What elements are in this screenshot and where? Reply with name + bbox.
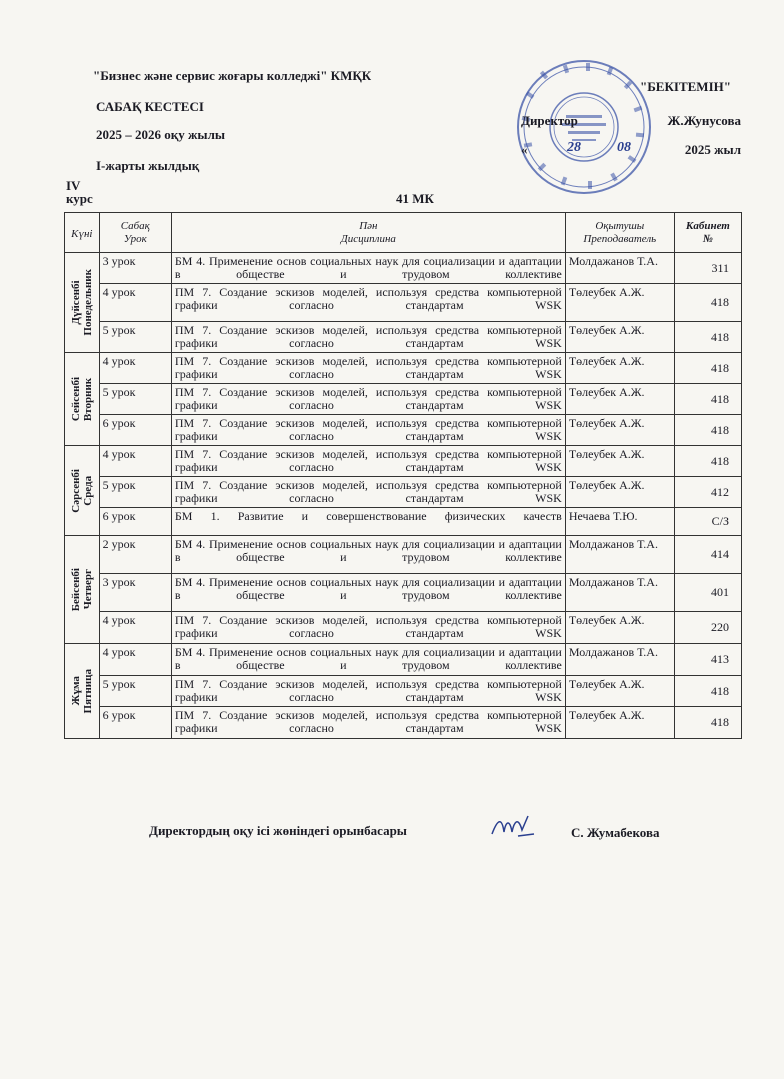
day-cell — [65, 536, 100, 644]
signature-icon — [488, 812, 538, 842]
lesson-cell: 3 урок — [99, 253, 171, 284]
table-row — [65, 644, 742, 676]
col-subject: Пән Дисциплина — [171, 213, 565, 253]
course-label: IV курс — [66, 178, 93, 206]
lesson-cell: 4 урок — [99, 284, 171, 322]
header-row — [65, 213, 742, 253]
room-cell: 311 — [674, 253, 741, 284]
academic-year: 2025 – 2026 оқу жылы — [96, 127, 226, 142]
table-row — [65, 253, 742, 284]
teacher-cell: Төлеубек А.Ж. — [565, 353, 674, 384]
table-row — [65, 477, 742, 508]
teacher-cell: Төлеубек А.Ж. — [565, 284, 674, 322]
teacher-cell: Төлеубек А.Ж. — [565, 612, 674, 644]
date-open-quote: « — [521, 142, 528, 157]
schedule-table — [64, 212, 742, 739]
teacher-cell: Төлеубек А.Ж. — [565, 322, 674, 353]
director-name: Ж.Жунусова — [667, 113, 741, 128]
teacher-cell: Молдажанов Т.А. — [565, 644, 674, 676]
lesson-cell: 5 урок — [99, 477, 171, 508]
lesson-cell: 6 урок — [99, 707, 171, 739]
day-cell — [65, 644, 100, 739]
lesson-cell: 5 урок — [99, 384, 171, 415]
teacher-cell: Төлеубек А.Ж. — [565, 676, 674, 707]
day-cell — [65, 353, 100, 446]
table-row — [65, 536, 742, 574]
teacher-cell: Молдажанов Т.А. — [565, 536, 674, 574]
table-row — [65, 446, 742, 477]
subject-cell: БМ 1. Развитие и совершенствование физических качеств — [171, 508, 565, 536]
lesson-cell: 4 урок — [99, 353, 171, 384]
subject-cell: ПМ 7. Создание эскизов моделей, используя средства компьютерной графики согласно стандартам WSK — [171, 676, 565, 707]
teacher-cell: Төлеубек А.Ж. — [565, 477, 674, 508]
table-row — [65, 415, 742, 446]
semester-label: І-жарты жылдық — [96, 158, 200, 173]
teacher-cell: Молдажанов Т.А. — [565, 574, 674, 612]
lesson-cell: 4 урок — [99, 644, 171, 676]
lesson-cell: 5 урок — [99, 322, 171, 353]
table-row — [65, 508, 742, 536]
deputy-position: Директордың оқу ісі жөніндегі орынбасары — [149, 823, 407, 838]
room-cell: 414 — [674, 536, 741, 574]
date-month: 08 — [617, 140, 631, 155]
director-label: Директор — [521, 113, 578, 128]
table-row — [65, 284, 742, 322]
room-cell: 418 — [674, 415, 741, 446]
col-room: Кабинет № — [674, 213, 741, 253]
teacher-cell: Төлеубек А.Ж. — [565, 415, 674, 446]
subject-cell: БМ 4. Применение основ социальных наук для социализации и адаптации в обществе и трудовом коллективе — [171, 574, 565, 612]
table-row — [65, 322, 742, 353]
director-line — [521, 113, 741, 129]
room-cell: 418 — [674, 676, 741, 707]
subject-cell: БМ 4. Применение основ социальных наук для социализации и адаптации в обществе и трудовом коллективе — [171, 644, 565, 676]
date-day: 28 — [567, 140, 581, 155]
col-lesson: Сабақ Урок — [99, 213, 171, 253]
day-label: Дүйсенбі Понедельник — [69, 269, 94, 336]
day-label: Сейсенбі Вторник — [69, 376, 94, 422]
lesson-cell: 4 урок — [99, 446, 171, 477]
subject-cell: ПМ 7. Создание эскизов моделей, используя средства компьютерной графики согласно стандартам WSK — [171, 284, 565, 322]
day-cell — [65, 446, 100, 536]
subject-cell: ПМ 7. Создание эскизов моделей, используя средства компьютерной графики согласно стандартам WSK — [171, 707, 565, 739]
room-cell: 418 — [674, 384, 741, 415]
table-row — [65, 574, 742, 612]
room-cell: 418 — [674, 446, 741, 477]
subject-cell: ПМ 7. Создание эскизов моделей, используя средства компьютерной графики согласно стандартам WSK — [171, 477, 565, 508]
room-cell: 401 — [674, 574, 741, 612]
teacher-cell: Төлеубек А.Ж. — [565, 707, 674, 739]
lesson-cell: 6 урок — [99, 508, 171, 536]
teacher-cell: Төлеубек А.Ж. — [565, 384, 674, 415]
lesson-cell: 3 урок — [99, 574, 171, 612]
room-cell: 418 — [674, 353, 741, 384]
room-cell: 413 — [674, 644, 741, 676]
col-day: Күні — [65, 213, 100, 253]
document-title: САБАҚ КЕСТЕСІ — [96, 99, 204, 114]
teacher-cell: Нечаева Т.Ю. — [565, 508, 674, 536]
day-label: Сәрсенбі Среда — [69, 468, 94, 513]
approval-heading: "БЕКІТЕМІН" — [640, 79, 731, 94]
lesson-cell: 4 урок — [99, 612, 171, 644]
subject-cell: ПМ 7. Создание эскизов моделей, используя средства компьютерной графики согласно стандартам WSK — [171, 322, 565, 353]
approval-date — [521, 142, 741, 158]
table-row — [65, 353, 742, 384]
room-cell: С/З — [674, 508, 741, 536]
college-name: "Бизнес және сервис жоғары колледжі" КМҚК — [93, 68, 372, 83]
lesson-cell: 2 урок — [99, 536, 171, 574]
group-label: 41 МК — [396, 191, 434, 206]
table-row — [65, 676, 742, 707]
room-cell: 412 — [674, 477, 741, 508]
table-row — [65, 707, 742, 739]
room-cell: 220 — [674, 612, 741, 644]
day-cell — [65, 253, 100, 353]
subject-cell: ПМ 7. Создание эскизов моделей, используя средства компьютерной графики согласно стандартам WSK — [171, 415, 565, 446]
subject-cell: БМ 4. Применение основ социальных наук для социализации и адаптации в обществе и трудовом коллективе — [171, 536, 565, 574]
day-label: Жұма Пятница — [69, 668, 94, 714]
subject-cell: БМ 4. Применение основ социальных наук для социализации и адаптации в обществе и трудовом коллективе — [171, 253, 565, 284]
col-teacher: Оқытушы Преподаватель — [565, 213, 674, 253]
lesson-cell: 5 урок — [99, 676, 171, 707]
room-cell: 418 — [674, 284, 741, 322]
deputy-name: С. Жумабекова — [571, 825, 660, 840]
date-year: 2025 жыл — [684, 142, 741, 157]
room-cell: 418 — [674, 322, 741, 353]
subject-cell: ПМ 7. Создание эскизов моделей, используя средства компьютерной графики согласно стандартам WSK — [171, 612, 565, 644]
lesson-cell: 6 урок — [99, 415, 171, 446]
subject-cell: ПМ 7. Создание эскизов моделей, используя средства компьютерной графики согласно стандартам WSK — [171, 384, 565, 415]
table-row — [65, 612, 742, 644]
subject-cell: ПМ 7. Создание эскизов моделей, используя средства компьютерной графики согласно стандартам WSK — [171, 353, 565, 384]
room-cell: 418 — [674, 707, 741, 739]
teacher-cell: Молдажанов Т.А. — [565, 253, 674, 284]
subject-cell: ПМ 7. Создание эскизов моделей, используя средства компьютерной графики согласно стандартам WSK — [171, 446, 565, 477]
day-label: Бейсенбі Четверг — [69, 567, 94, 612]
table-row — [65, 384, 742, 415]
teacher-cell: Төлеубек А.Ж. — [565, 446, 674, 477]
